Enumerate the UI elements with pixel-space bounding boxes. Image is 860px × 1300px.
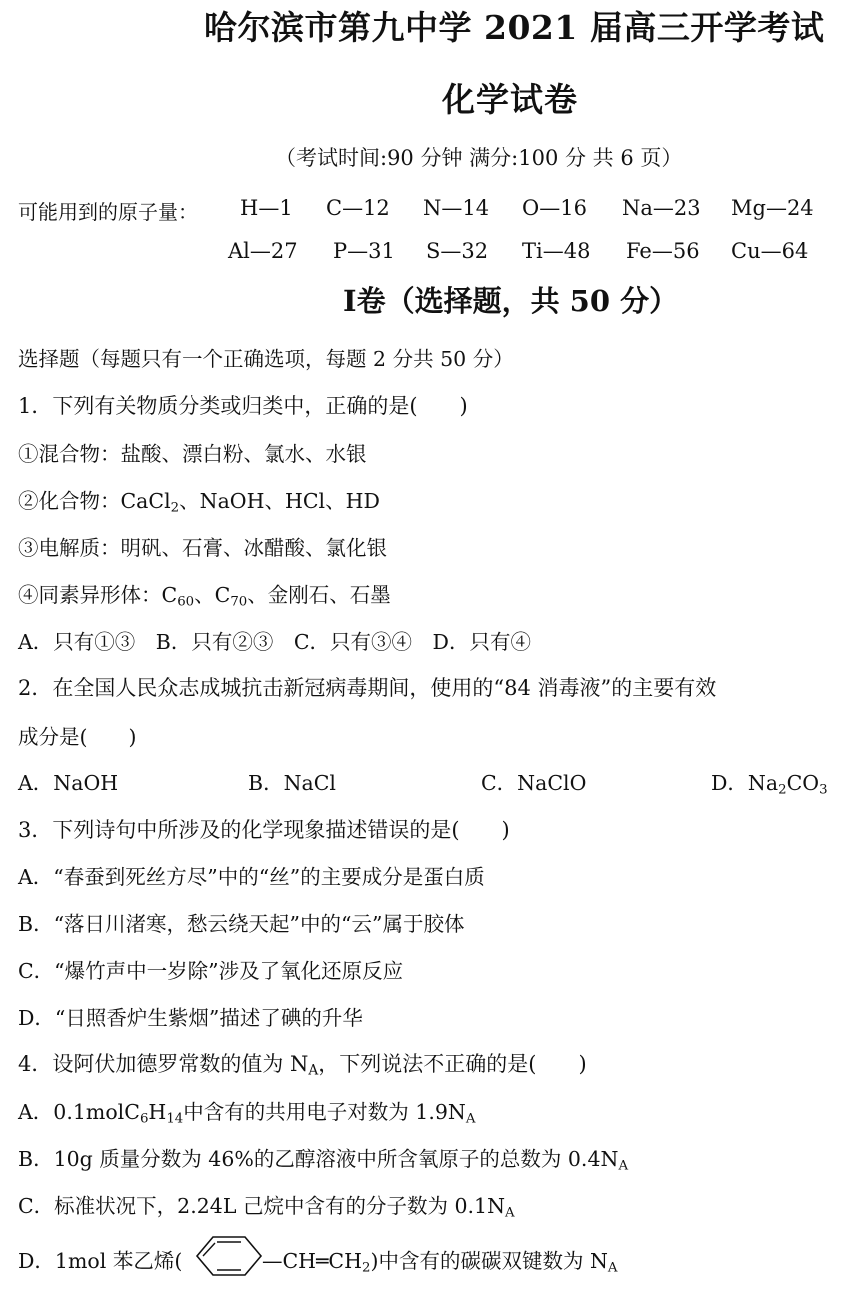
- atomic-mass-fe: Fe—56: [626, 239, 700, 263]
- q1-statement-2: ②化合物：CaCl$_2$、NaOH、HCl、HD: [18, 489, 380, 516]
- q3-option-a: A．“春蚕到死丝方尽”中的“丝”的主要成分是蛋白质: [18, 865, 485, 889]
- q2-option-b: B．NaCl: [248, 771, 336, 795]
- atomic-mass-ti: Ti—48: [522, 239, 591, 263]
- q3-option-d: D．“日照香炉生紫烟”描述了碘的升华: [18, 1006, 363, 1030]
- atomic-mass-na: Na—23: [622, 196, 701, 220]
- q4-option-d-prefix: D．1mol 苯乙烯(: [18, 1249, 183, 1273]
- atomic-mass-h: H—1: [240, 196, 293, 220]
- section-instruction: 选择题（每题只有一个正确选项，每题 2 分共 50 分）: [18, 347, 514, 371]
- exam-title: 哈尔滨市第九中学 2021 届高三开学考试: [204, 8, 825, 47]
- atomic-mass-cu: Cu—64: [731, 239, 809, 263]
- q3-option-c: C．“爆竹声中一岁除”涉及了氧化还原反应: [18, 959, 404, 983]
- exam-info: （考试时间:90 分钟 满分:100 分 共 6 页）: [275, 146, 683, 170]
- atomic-mass-c: C—12: [326, 196, 390, 220]
- exam-subtitle: 化学试卷: [442, 80, 578, 119]
- benzene-ring-icon: [195, 1235, 263, 1277]
- q1-statement-3: ③电解质：明矾、石膏、冰醋酸、氯化银: [18, 536, 387, 560]
- atomic-mass-o: O—16: [522, 196, 587, 220]
- q2-stem-line2: 成分是( ): [18, 725, 137, 749]
- q2-option-a: A．NaOH: [18, 771, 119, 795]
- q2-stem-line1: 2．在全国人民众志成城抗击新冠病毒期间，使用的“84 消毒液”的主要有效: [18, 676, 717, 700]
- q3-stem: 3．下列诗句中所涉及的化学现象描述错误的是( ): [18, 818, 510, 842]
- q2-option-d: D．$Na_2CO_3$: [711, 771, 828, 798]
- q3-option-b: B．“落日川渚寒，愁云绕天起”中的“云”属于胶体: [18, 912, 465, 936]
- q2-option-c: C．NaClO: [481, 771, 587, 795]
- atomic-mass-n: N—14: [423, 196, 490, 220]
- q1-statement-4: ④同素异形体：$C_{60}$、$C_{70}$、金刚石、石墨: [18, 583, 391, 610]
- q4-option-b: B．10g 质量分数为 46%的乙醇溶液中所含氧原子的总数为 $0.4N_A$: [18, 1147, 629, 1174]
- q4-option-d-suffix: $—CH═CH_2$)中含有的碳碳双键数为 $N_A$: [262, 1249, 618, 1276]
- q4-option-c: C．标准状况下，2.24L 己烷中含有的分子数为 $0.1N_A$: [18, 1194, 515, 1221]
- atomic-mass-label: 可能用到的原子量：: [18, 200, 198, 224]
- atomic-mass-p: P—31: [333, 239, 395, 263]
- q1-stem: 1．下列有关物质分类或归类中，正确的是( ): [18, 394, 468, 418]
- atomic-mass-al: Al—27: [228, 239, 298, 263]
- q4-stem: 4．设阿伏加德罗常数的值为 $N_A$，下列说法不正确的是( ): [18, 1052, 587, 1079]
- section-heading: Ⅰ卷（选择题，共 50 分）: [343, 284, 679, 318]
- atomic-mass-s: S—32: [426, 239, 489, 263]
- atomic-mass-mg: Mg—24: [731, 196, 814, 220]
- q1-options: A．只有①③ B．只有②③ C．只有③④ D．只有④: [18, 630, 531, 654]
- q1-statement-1: ①混合物：盐酸、漂白粉、氯水、水银: [18, 442, 367, 466]
- q4-option-a: A．$0.1molC_6H_{14}$中含有的共用电子对数为 $1.9N_A$: [18, 1100, 476, 1127]
